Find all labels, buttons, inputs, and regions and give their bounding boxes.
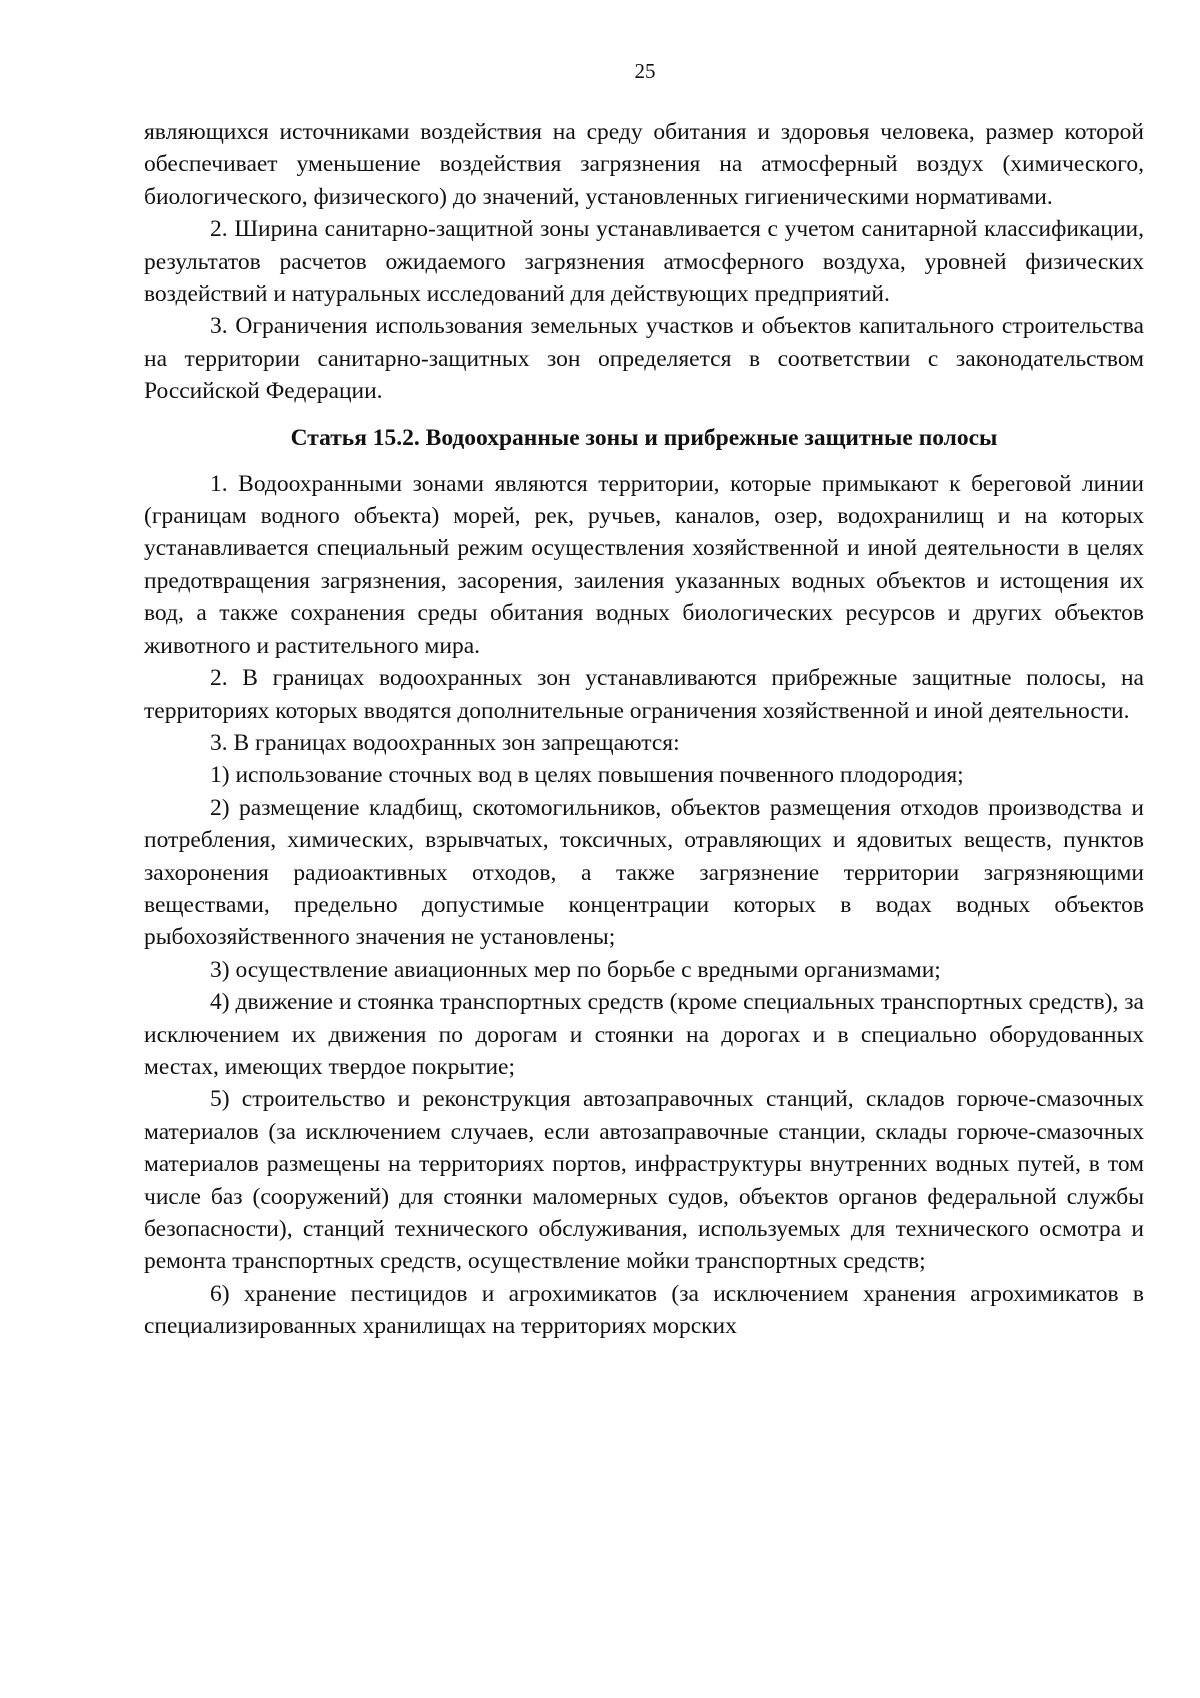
- paragraph-item-3: 3. Ограничения использования земельных участков и объектов капитального строительства на территории санитарно-защитных зон определяется в соответствии с законодательством Российской Федерации.: [144, 313, 1144, 405]
- list-item-6: 6) хранение пестицидов и агрохимикатов (за исключением хранения агрохимикатов в специализированных хранилищах на территориях морских: [144, 1280, 1144, 1340]
- document-body: [144, 116, 1144, 1343]
- paragraph-water-zones-1: 1. Водоохранными зонами являются территории, которые примыкают к береговой линии (границам водного объекта) морей, рек, ручьев, каналов, озер, водохранилищ и на которых устанавливается специальный режим осуществления хозяйственной и иной деятельности в целях предотвращения загрязнения, засорения, заиления указанных водных объектов и истощения их вод, а также сохранения среды обитания водных биологических ресурсов и других объектов животного и растительного мира.: [144, 470, 1144, 659]
- paragraph-continuation: являющихся источниками воздействия на среду обитания и здоровья человека, размер которой обеспечивает уменьшение воздействия загрязнения на атмосферный воздух (химического, биологического, физического) до значений, установленных гигиеническими нормативами.: [144, 119, 1144, 210]
- list-item-2: 2) размещение кладбищ, скотомогильников, объектов размещения отходов производства и потребления, химических, взрывчатых, токсичных, отравляющих и ядовитых веществ, пунктов захоронения радиоактивных отходов, а также загрязнение территории загрязняющими веществами, предельно допустимые концентрации которых в водах водных объектов рыбохозяйственного значения не установлены;: [144, 794, 1144, 951]
- paragraph-item-2: 2. Ширина санитарно-защитной зоны устанавливается с учетом санитарной классификации, результатов расчетов ожидаемого загрязнения атмосферного воздуха, уровней физических воздействий и натуральных исследований для действующих предприятий.: [144, 216, 1144, 308]
- article-heading: Статья 15.2. Водоохранные зоны и прибрежные защитные полосы: [290, 424, 998, 451]
- list-item-1: 1) использование сточных вод в целях повышения почвенного плодородия;: [210, 762, 964, 789]
- paragraph-water-zones-2: 2. В границах водоохранных зон устанавливаются прибрежные защитные полосы, на территориях которых вводятся дополнительные ограничения хозяйственной и иной деятельности.: [144, 665, 1144, 724]
- list-item-3: 3) осуществление авиационных мер по борьбе с вредными организмами;: [210, 956, 941, 983]
- list-item-5: 5) строительство и реконструкция автозаправочных станций, складов горюче-смазочных материалов (за исключением случаев, если автозаправочные станции, склады горюче-смазочных материалов размещены на территориях портов, инфраструктуры внутренних водных путей, в том числе баз (сооружений) для стоянки маломерных судов, объектов органов федеральной службы безопасности), станций технического обслуживания, используемых для технического осмотра и ремонта транспортных средств, осуществление мойки транспортных средств;: [144, 1086, 1144, 1275]
- page-number: 25: [634, 59, 656, 83]
- list-item-4: 4) движение и стоянка транспортных средств (кроме специальных транспортных средств), за исключением их движения по дорогам и стоянки на дорогах и в специально оборудованных местах, имеющих твердое покрытие;: [144, 989, 1144, 1080]
- paragraph-water-zones-3: 3. В границах водоохранных зон запрещаются:: [210, 729, 680, 756]
